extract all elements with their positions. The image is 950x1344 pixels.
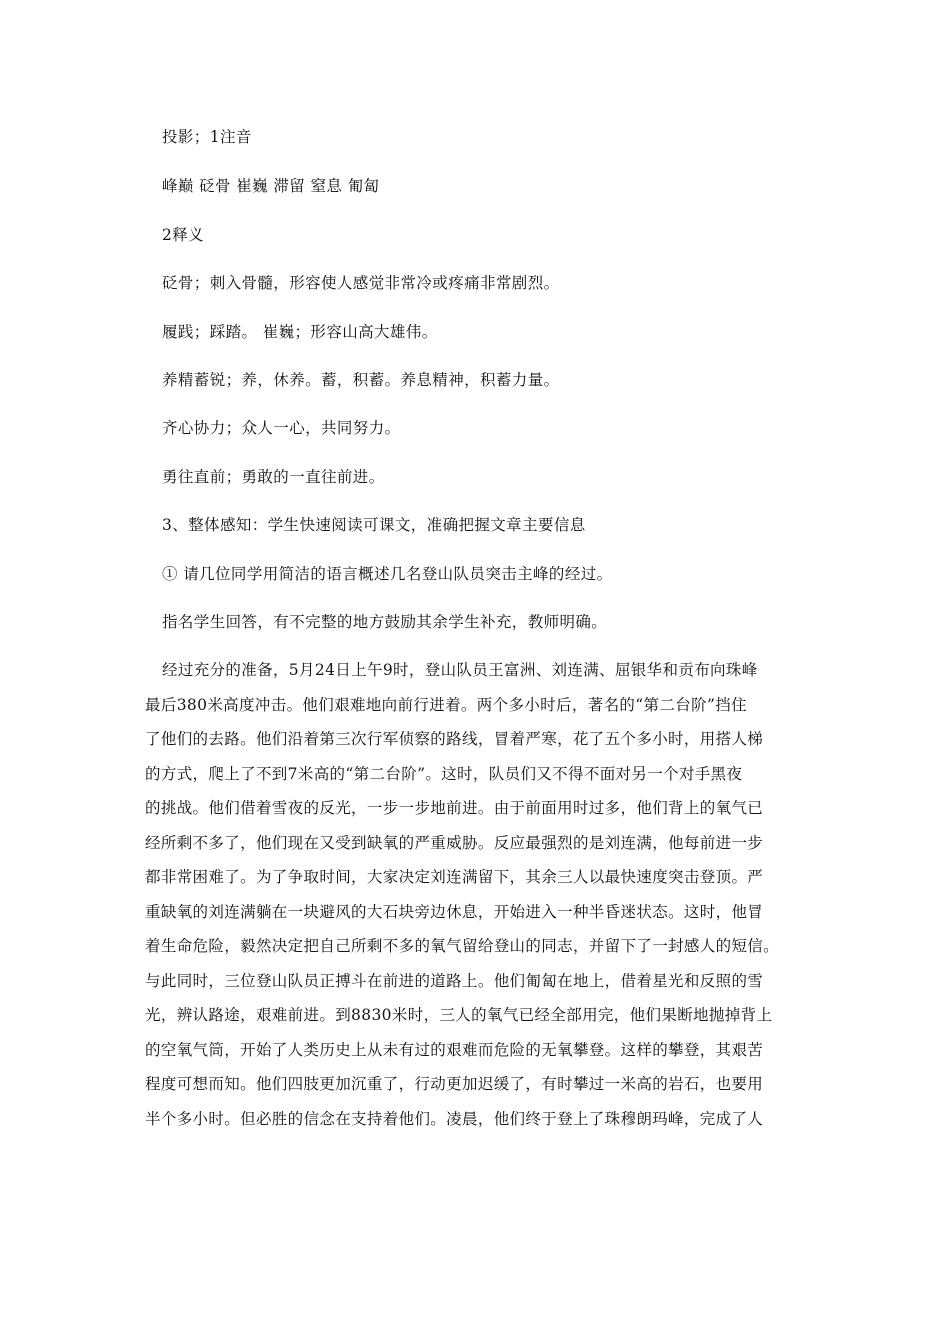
paragraph-line: 的方式，爬上了不到7米高的“第二台阶”。这时，队员们又不得不面对另一个对手黑夜 (145, 764, 743, 783)
text-line-definition-yangjingxurui: 养精蓄锐；养，休养。蓄，积蓄。养息精神，积蓄力量。 (162, 371, 560, 389)
text-line-vocabulary: 峰巅 砭骨 崔巍 滞留 窒息 匍匐 (162, 177, 380, 195)
paragraph-line: 的挑战。他们借着雪夜的反光，一步一步地前进。由于前面用时过多，他们背上的氧气已 (145, 799, 764, 817)
text-line-projection-pinyin: 投影；1注音 (162, 128, 252, 146)
text-line-overall-perception: 3、整体感知：学生快速阅读可课文，准确把握文章主要信息 (162, 516, 586, 534)
paragraph-line: 的空氧气筒，开始了人类历史上从未有过的艰难而危险的无氧攀登。这样的攀登，其艰苦 (145, 1040, 764, 1059)
paragraph-line: 着生命危险，毅然决定把自己所剩不多的氧气留给登山的同志，并留下了一封感人的短信。 (145, 937, 780, 955)
paragraph-line: 半个多小时。但必胜的信念在支持着他们。凌晨，他们终于登上了珠穆朗玛峰，完成了人 (145, 1109, 764, 1128)
text-line-instruction: 指名学生回答，有不完整的地方鼓励其余学生补充，教师明确。 (162, 613, 608, 631)
text-line-definitions-heading: 2释义 (162, 226, 205, 244)
paragraph-line: 最后380米高度冲击。他们艰难地向前行进着。两个多小时后，著名的“第二台阶”挡住 (145, 695, 747, 714)
text-line-definition-yongwangzhiqian: 勇往直前；勇敢的一直往前进。 (162, 468, 385, 486)
paragraph-line: 重缺氧的刘连满躺在一块避风的大石块旁边休息，开始进入一种半昏迷状态。这时，他冒 (145, 902, 764, 921)
paragraph-line: 经过充分的准备，5月24日上午9时，登山队员王富洲、刘连满、屈银华和贡布向珠峰 (162, 661, 758, 679)
text-line-definition-bigu: 砭骨；刺入骨髓，形容使人感觉非常冷或疼痛非常剧烈。 (162, 274, 560, 292)
paragraph-line: 了他们的去路。他们沿着第三次行军侦察的路线，冒着严寒，花了五个多小时，用搭人梯 (145, 730, 764, 748)
paragraph-line: 经所剩不多了，他们现在又受到缺氧的严重威胁。反应最强烈的是刘连满，他每前进一步 (145, 833, 764, 852)
narrative-paragraph (145, 653, 815, 1136)
text-line-definition-lvjian: 履践；踩踏。 崔巍；形容山高大雄伟。 (162, 323, 438, 341)
text-line-definition-qixinxieli: 齐心协力；众人一心，共同努力。 (162, 419, 401, 437)
paragraph-line: 与此同时，三位登山队员正搏斗在前进的道路上。他们匍匐在地上，借着星光和反照的雪 (145, 971, 764, 990)
paragraph-line: 都非常困难了。为了争取时间，大家决定刘连满留下，其余三人以最快速度突击登顶。严 (145, 868, 764, 886)
paragraph-line: 程度可想而知。他们四肢更加沉重了，行动更加迟缓了，有时攀过一米高的岩石，也要用 (145, 1075, 764, 1093)
paragraph-line: 光，辨认路途，艰难前进。到8830米时，三人的氧气已经全部用完，他们果断地抛掉背上 (145, 1006, 773, 1024)
text-line-question-1: ① 请几位同学用简洁的语言概述几名登山队员突击主峰的经过。 (162, 565, 613, 583)
